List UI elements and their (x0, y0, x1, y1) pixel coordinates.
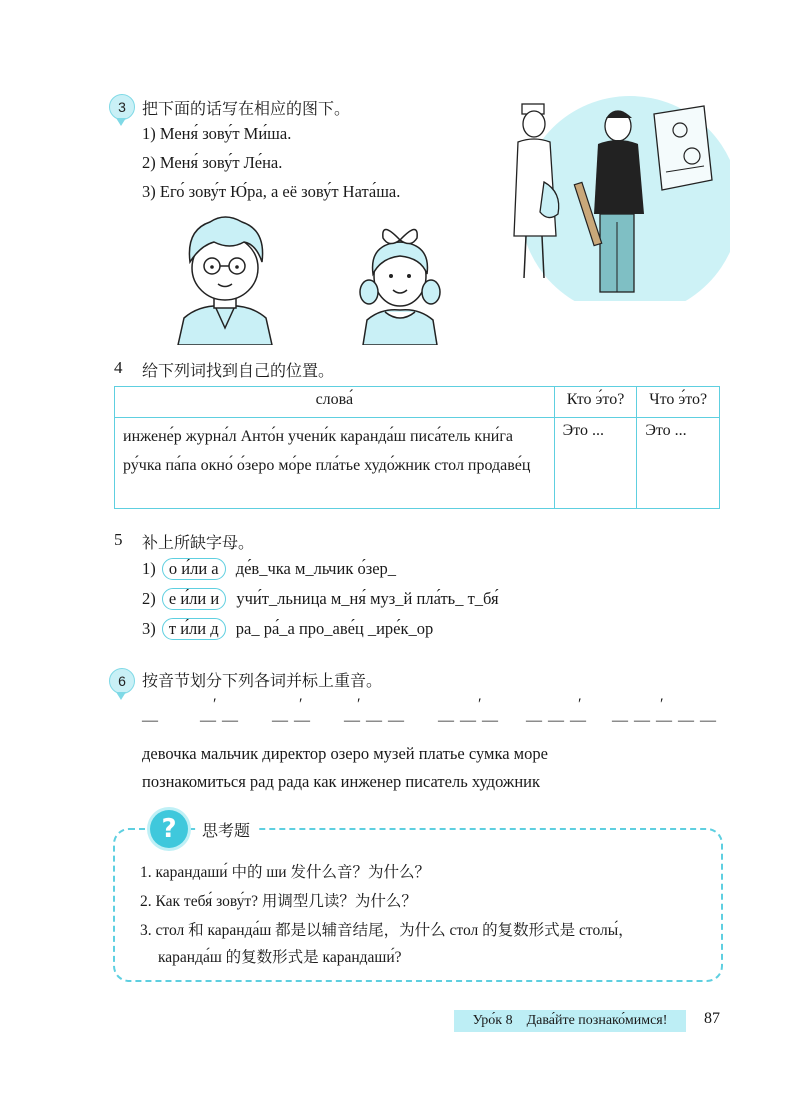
table-cell-word-list: инжене́р журна́л Анто́н учени́к каранда́ш писа́тель кни́га ру́чка па́па окно́ о́зеро мо́ре пла́тье худо́жник стол продаве́ц (115, 418, 555, 509)
stress-mark: ′ (478, 696, 482, 713)
table-header-words: слова́ (115, 387, 555, 418)
exercise-4-instruction: 给下列词找到自己的位置。 (142, 361, 335, 380)
girl-with-bow-illustration (355, 210, 445, 345)
think-question-1: 1. карандаши́ 中的 ши 发什么音？为什么？ (140, 864, 430, 881)
lesson-title: Дава́йте познако́мимся! (526, 1013, 668, 1028)
row-number: 1) (142, 559, 156, 578)
stress-mark: ′ (357, 696, 361, 713)
stress-mark: ′ (660, 696, 664, 713)
syllable-pattern: — — — (526, 712, 587, 729)
exercise-4-number: 4 (114, 358, 123, 377)
exercise-6-words-line-2: познакомиться рад рада как инженер писатель художник (142, 772, 540, 791)
exercise-5-row-2 (142, 588, 499, 610)
exercise-3-instruction: 把下面的话写在相应的图下。 (142, 99, 351, 118)
row-number: 3) (142, 619, 156, 638)
exercise-3-item-1: 1) Меня́ зову́т Ми́ша. (142, 124, 292, 143)
table-cell-who-answer[interactable]: Это ... (554, 418, 637, 509)
syllable-pattern: — — — (344, 712, 405, 729)
syllable-pattern: — — — — — (612, 712, 717, 729)
boy-with-glasses-illustration (170, 210, 280, 345)
table-cell-what-answer[interactable]: Это ... (637, 418, 720, 509)
exercise-5-instruction: 补上所缺字母。 (142, 533, 255, 552)
think-question-3-line-1: 3. стол 和 каранда́ш 都是以辅音结尾，为什么 стол 的复数形式是 столы́， (140, 922, 634, 939)
table-header-what: Что э́то? (637, 387, 720, 418)
syllable-pattern: — (142, 712, 159, 729)
letter-choice-pill: е и́ли и (162, 588, 226, 610)
exercise-3-item-2: 2) Меня́ зову́т Ле́на. (142, 153, 283, 172)
question-mark-icon: ? (150, 810, 188, 848)
exercise-5-number: 5 (114, 530, 123, 549)
lesson-number: Уро́к 8 (472, 1013, 513, 1028)
think-questions-title: 思考题 (196, 818, 256, 841)
exercise-3-number-badge: 3 (109, 94, 135, 120)
syllable-pattern: — — (200, 712, 239, 729)
exercise-5-row-3 (142, 618, 433, 640)
think-question-2: 2. Как тебя́ зову́т? 用调型几读？为什么？ (140, 893, 417, 910)
page-number: 87 (704, 1010, 720, 1027)
think-question-3-line-2: каранда́ш 的复数形式是 карандаши́? (158, 949, 402, 966)
stress-mark: ′ (299, 696, 303, 713)
syllable-pattern: — — — (438, 712, 499, 729)
exercise-5-row-1 (142, 558, 396, 580)
exercise-6-instruction: 按音节划分下列各词并标上重音。 (142, 671, 383, 690)
word-classification-table (114, 386, 720, 509)
letter-choice-pill: о и́ли а (162, 558, 226, 580)
table-header-who: Кто э́то? (554, 387, 637, 418)
fill-in-words: учи́т_льница м_ня́ муз_й пла́ть_ т_бя́ (236, 589, 499, 608)
exercise-6-words-line-1: девочка мальчик директор озеро музей платье сумка море (142, 744, 548, 763)
nurse-and-engineer-illustration (480, 96, 730, 301)
stress-mark: ′ (213, 696, 217, 713)
exercise-6-number-badge: 6 (109, 668, 135, 694)
fill-in-words: де́в_чка м_льчик о́зер_ (235, 559, 397, 578)
fill-in-words: ра_ ра́_а про_аве́ц _ире́к_ор (235, 619, 434, 638)
row-number: 2) (142, 589, 156, 608)
stress-mark: ′ (578, 696, 582, 713)
exercise-3-item-3: 3) Его́ зову́т Ю́ра, а её зову́т Ната́ша. (142, 182, 401, 201)
letter-choice-pill: т и́ли д (162, 618, 226, 640)
syllable-pattern: — — (272, 712, 311, 729)
lesson-footer-band (454, 1010, 686, 1032)
